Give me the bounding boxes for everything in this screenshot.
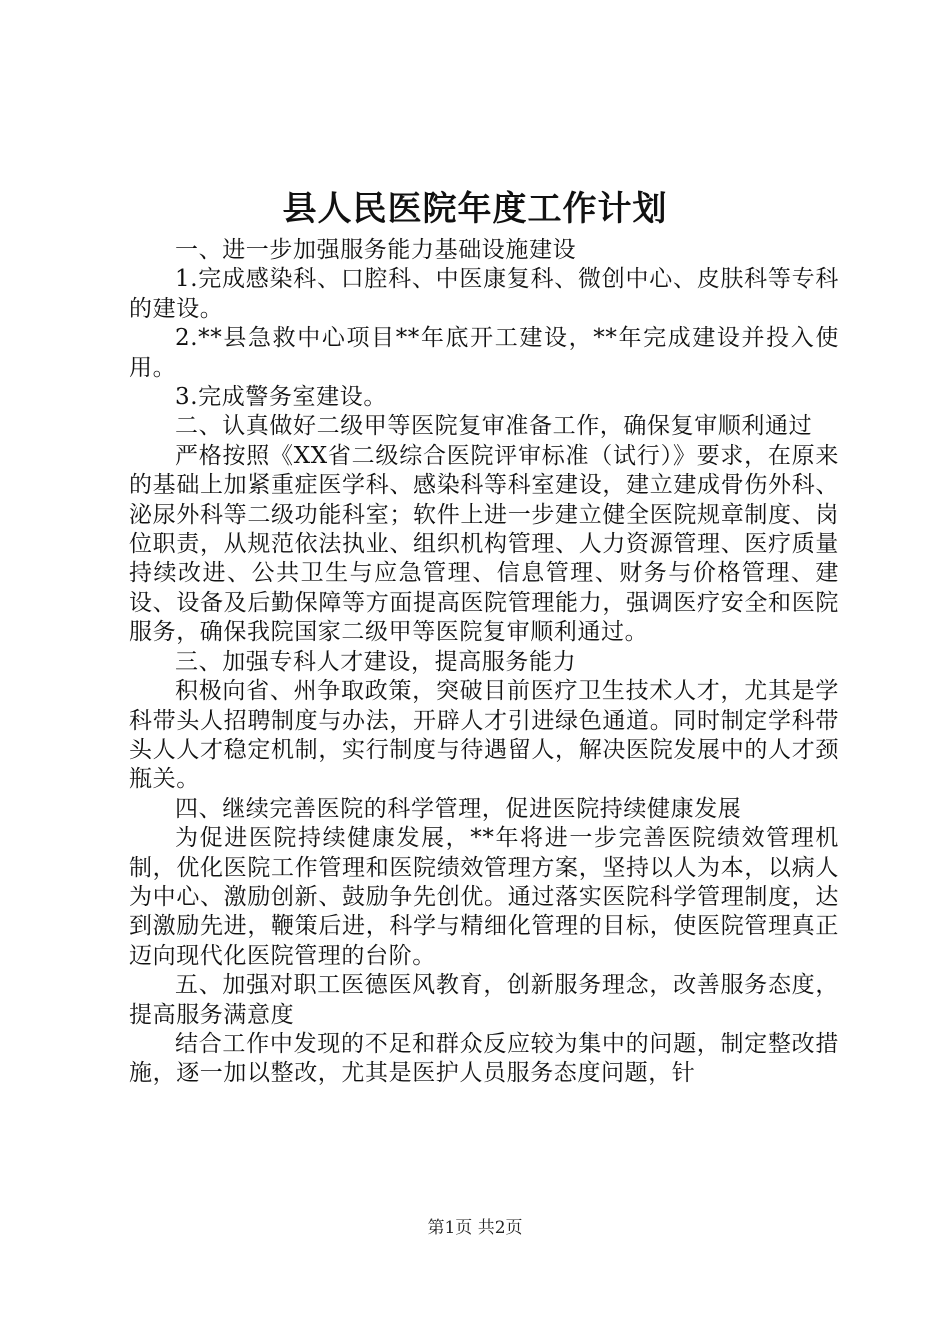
paragraph-section-2: 严格按照《XX省二级综合医院评审标准（试行）》要求，在原来的基础上加紧重症医学科、感染科等科室建设，建立建成骨伤外科、泌尿外科等二级功能科室；软件上进一步建立健全医院规章制度、岗位职责，从规范依法执业、组织机构管理、人力资源管理、医疗质量持续改进、公共卫生与应急管理、信息管理、财务与价格管理、建设、设备及后勤保障等方面提高医院管理能力，强调医疗安全和医院服务，确保我院国家二级甲等医院复审顺利通过。 (129, 442, 839, 646)
paragraph-section-5: 结合工作中发现的不足和群众反应较为集中的问题，制定整改措施，逐一加以整改，尤其是医护人员服务态度问题，针 (129, 1030, 839, 1087)
paragraph-item-3: 3.完成警务室建设。 (175, 384, 387, 411)
paragraph-section-3: 积极向省、州争取政策，突破目前医疗卫生技术人才，尤其是学科带头人招聘制度与办法，开辟人才引进绿色通道。同时制定学科带头人人才稳定机制，实行制度与待遇留人，解决医院发展中的人才颈瓶关。 (129, 678, 839, 793)
section-heading-4: 四、继续完善医院的科学管理，促进医院持续健康发展 (175, 795, 742, 822)
paragraph-item-1: 1.完成感染科、口腔科、中医康复科、微创中心、皮肤科等专科的建设。 (129, 266, 839, 322)
paragraph-item-2: 2.**县急救中心项目**年底开工建设，**年完成建设并投入使用。 (129, 325, 839, 381)
section-heading-5: 五、加强对职工医德医风教育，创新服务理念，改善服务态度，提高服务满意度 (129, 972, 839, 1028)
section-heading-2: 二、认真做好二级甲等医院复审准备工作，确保复审顺利通过 (175, 413, 813, 440)
section-heading-3: 三、加强专科人才建设，提高服务能力 (175, 648, 577, 675)
document-body (129, 236, 839, 1089)
paragraph-section-4: 为促进医院持续健康发展，**年将进一步完善医院绩效管理机制，优化医院工作管理和医院绩效管理方案，坚持以人为本，以病人为中心、激励创新、鼓励争先创优。通过落实医院科学管理制度，达到激励先进，鞭策后进，科学与精细化管理的目标，使医院管理真正迈向现代化医院管理的台阶。 (129, 825, 839, 969)
section-heading-1: 一、进一步加强服务能力基础设施建设 (175, 237, 577, 263)
page-number: 第1页 共2页 (427, 1218, 523, 1238)
document-title: 县人民医院年度工作计划 (282, 189, 668, 229)
